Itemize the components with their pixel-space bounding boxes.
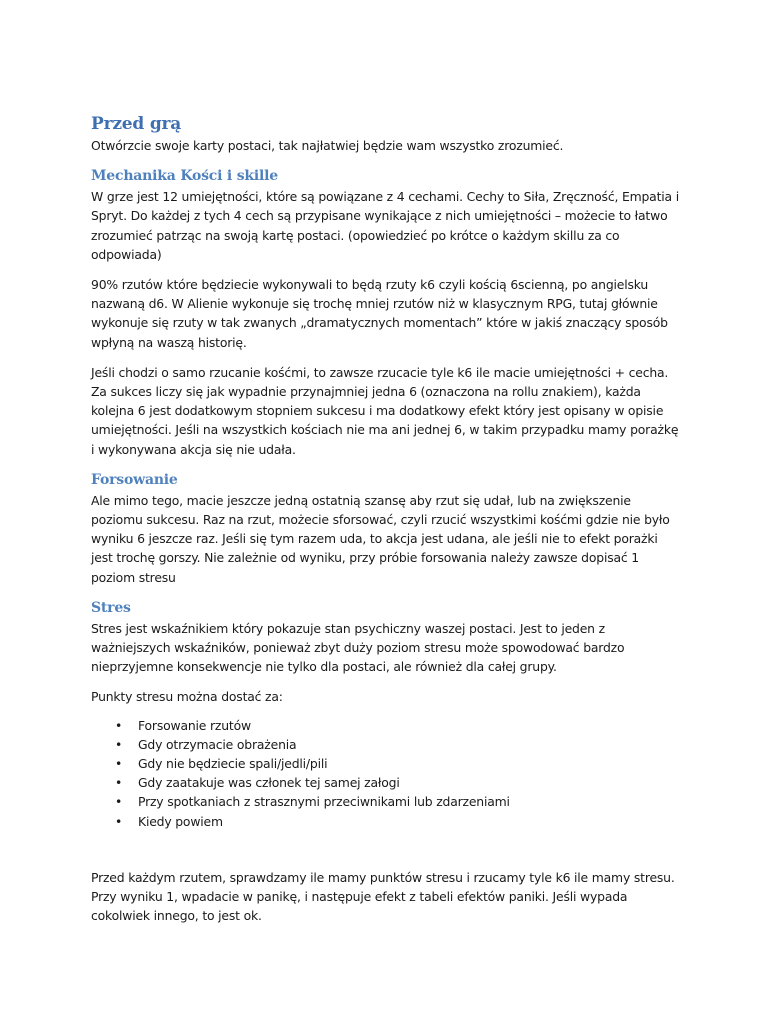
before-game-text: Otwórzcie swoje karty postaci, tak najłatwiej będzie wam wszystko zrozumieć. (91, 138, 564, 153)
heading-dice-mechanics: Mechanika Kości i skille (91, 168, 278, 185)
list-item-text: Forsowanie rzutów (138, 717, 251, 733)
list-item-text: Przy spotkaniach z strasznymi przeciwnikami lub zdarzeniami (138, 794, 510, 810)
heading-before-game: Przed grą (91, 114, 182, 134)
stress-paragraph-1: Stres jest wskaźnikiem który pokazuje stan psychiczny waszej postaci. Jest to jeden z ważniejszych wskaźników, ponieważ zbyt duży poziom stresu może spowodować bardzo nieprzyjemne konsekwencje nie tylko dla postaci, ale również dla całej grupy. (91, 620, 625, 675)
list-item-text: Gdy otrzymacie obrażenia (138, 736, 297, 752)
bullet-icon: • (115, 813, 123, 829)
bullet-icon: • (115, 756, 123, 772)
list-item (91, 792, 683, 811)
stress-sources-list (91, 716, 683, 831)
mechanics-paragraph-1: W grze jest 12 umiejętności, które są powiązane z 4 cechami. Cechy to Siła, Zręczność, Empatia i Spryt. Do każdej z tych 4 cech są przypisane wynikające z nich umiejętności – możecie to łatwo zrozumieć patrząc na swoją kartę postaci. (opowiedzieć po krótce o każdym skillu za co odpowiada) (91, 189, 679, 262)
forcing-paragraph: Ale mimo tego, macie jeszcze jedną ostatnią szansę aby rzut się udał, lub na zwiększenie poziomu sukcesu. Raz na rzut, możecie sforsować, czyli rzucić wszystkimi kośćmi gdzie nie było wyniku 6 jeszcze raz. Jeśli się tym razem uda, to akcja jest udana, ale jeśli nie to efekt porażki jest trochę gorszy. Nie zależnie od wyniku, przy próbie forsowania należy zawsze dopisać 1 poziom stresu (91, 492, 670, 585)
list-item (91, 716, 683, 735)
list-item (91, 735, 683, 754)
document-page (91, 112, 683, 926)
heading-forcing: Forsowanie (91, 471, 178, 488)
list-item-text: Kiedy powiem (138, 813, 223, 829)
mechanics-paragraph-2: 90% rzutów które będziecie wykonywali to będą rzuty k6 czyli kością 6scienną, po angielsku nazwaną d6. W Alienie wykonuje się trochę mniej rzutów niż w klasycznym RPG, tutaj głównie wykonuje się rzuty w tak zwanych „dramatycznych momentach” które w jakiś znaczący sposób wpłyną na waszą historię. (91, 277, 668, 350)
bullet-icon: • (115, 717, 123, 733)
mechanics-paragraph-3: Jeśli chodzi o samo rzucanie kośćmi, to zawsze rzucacie tyle k6 ile macie umiejętności + cecha. Za sukces liczy się jak wypadnie przynajmniej jedna 6 (oznaczona na rollu znakiem), każda kolejna 6 jest dodatkowym stopniem sukcesu i ma dodatkowy efekt który jest opisany w opisie umiejętności. Jeśli na wszystkich kościach nie ma ani jednej 6, w takim przypadku mamy porażkę i wykonywana akcja się nie udała. (91, 364, 679, 457)
bullet-icon: • (115, 775, 123, 791)
bullet-icon: • (115, 736, 123, 752)
list-item-text: Gdy nie będziecie spali/jedli/pili (138, 756, 328, 772)
list-item (91, 773, 683, 792)
stress-paragraph-2: Punkty stresu można dostać za: (91, 689, 283, 705)
list-item-text: Gdy zaatakuje was członek tej samej załogi (138, 775, 400, 791)
stress-paragraph-3: Przed każdym rzutem, sprawdzamy ile mamy punktów stresu i rzucamy tyle k6 ile mamy stresu. Przy wyniku 1, wpadacie w panikę, i następuje efekt z tabeli efektów paniki. Jeśli wypada cokolwiek innego, to jest ok. (91, 869, 675, 924)
heading-stress: Stres (91, 599, 131, 616)
list-item (91, 812, 683, 831)
list-item (91, 754, 683, 773)
bullet-icon: • (115, 794, 123, 810)
